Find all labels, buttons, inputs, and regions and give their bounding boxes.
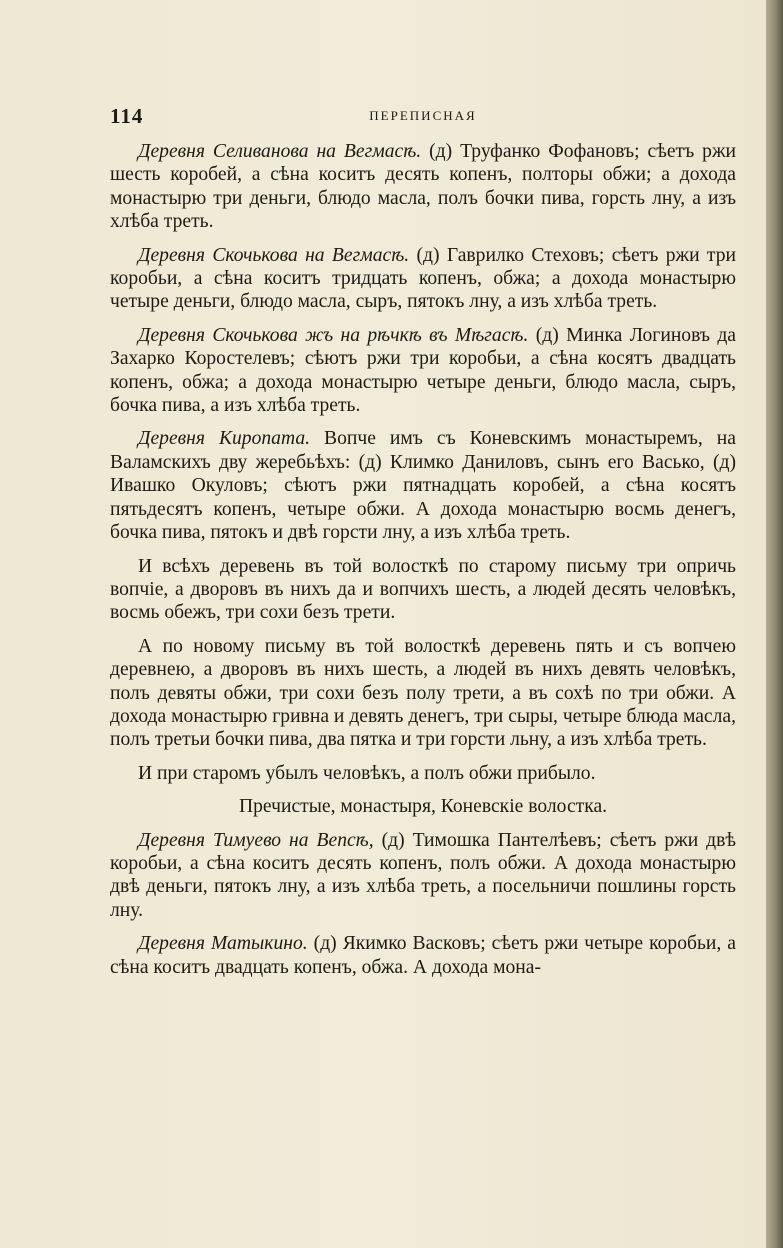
- page-body: [110, 140, 736, 989]
- paragraph-skochkova: [110, 244, 736, 314]
- page-header: [110, 104, 736, 128]
- paragraph-text: (д) Труфанко Фофановъ; сѣетъ ржи шесть коробей, а сѣна коситъ десять копенъ, полторы обжи; а дохода монастырю три деньги, блюдо масла, полъ бочки пива, горсть лну, а изъ хлѣба треть.: [110, 141, 736, 233]
- village-name: Деревня Киропата.: [138, 428, 311, 450]
- page-number: 114: [110, 104, 144, 128]
- village-name: Деревня Скочькова жъ на рѣчкѣ въ Мѣгасѣ.: [138, 324, 529, 346]
- village-name: Деревня Скочькова на Вегмасѣ.: [138, 244, 410, 266]
- paragraph-matykino: [110, 932, 736, 979]
- paragraph-text: (д) Якимко Васковъ; сѣетъ ржи четыре коробьи, а сѣна коситъ двадцать копенъ, обжа. А дохода мона-: [110, 933, 736, 978]
- paragraph-old-census-total: [110, 555, 736, 625]
- paragraph-selivanova: [110, 140, 736, 234]
- section-heading: Пречистые, монастыря, Коневскіе волостка.: [238, 796, 608, 818]
- paragraph-difference: [110, 762, 736, 785]
- paragraph-text: Вопче имъ съ Коневскимъ монастыремъ, на Валамскихъ дву жеребьѣхъ: (д) Климко Даниловъ, сынъ его Васько, (д) Ивашко Окуловъ; сѣютъ ржи пятнадцать коробей, а сѣна косятъ пятьдесятъ копенъ, четыре обжи. А дохода монастырю восмь денегъ, бочка пива, пятокъ и двѣ горсти лну, а изъ хлѣба треть.: [110, 428, 736, 544]
- paragraph-timuevo: [110, 829, 736, 923]
- book-spine-edge: [766, 0, 783, 1248]
- village-name: Деревня Селиванова на Вегмасѣ.: [138, 141, 422, 162]
- running-title: ПЕРЕПИСНАЯ: [369, 108, 477, 123]
- paragraph-kiropata: [110, 427, 736, 544]
- paragraph-text: (д) Минка Логиновъ да Захарко Коростелевъ; сѣютъ ржи три коробьи, а сѣна косятъ двадцать копенъ, обжа; а дохода монастырю четыре деньги, блюдо масла, сыръ, бочка пива, а изъ хлѣба треть.: [110, 324, 736, 417]
- paragraph-text: И при старомъ убылъ человѣкъ, а полъ обжи прибыло.: [138, 762, 596, 784]
- paragraph-text: (д) Тимошка Пантелѣевъ; сѣетъ ржи двѣ коробьи, а сѣна коситъ десять копенъ, полъ обжи. А дохода монастырю двѣ деньги, пятокъ лну, а изъ хлѣба треть, а посельничи пошлины горсть лну.: [110, 829, 736, 921]
- paragraph-text: (д) Гаврилко Стеховъ; сѣетъ ржи три коробьи, а сѣна коситъ тридцать копенъ, обжа; а дохода монастырю четыре деньги, блюдо масла, сыръ, пятокъ лну, а изъ хлѣба треть.: [110, 244, 736, 313]
- village-name: Деревня Матыкино.: [138, 933, 308, 955]
- paragraph-skochkova-rechka: [110, 324, 736, 418]
- paragraph-text: А по новому письму въ той волосткѣ деревень пять и съ вопчею деревнею, а дворовъ въ нихъ шесть, а людей въ нихъ девять человѣкъ, полъ девяты обжи, три сохи безъ полу трети, а въ сохѣ по три обжи. А дохода монастырю гривна и девять денегъ, три сыры, четыре блюда масла, полъ третьи бочки пива, два пятка и три горсти льну, а изъ хлѣба треть.: [110, 635, 736, 751]
- paragraph-text: И всѣхъ деревень въ той волосткѣ по старому письму три опричь вопчіе, а дворовъ въ нихъ да и вопчихъ шесть, а людей десять человѣкъ, восмь обежъ, три сохи безъ трети.: [110, 555, 736, 624]
- village-name: Деревня Тимуево на Вепсѣ,: [138, 829, 374, 851]
- paragraph-new-census-total: [110, 635, 736, 752]
